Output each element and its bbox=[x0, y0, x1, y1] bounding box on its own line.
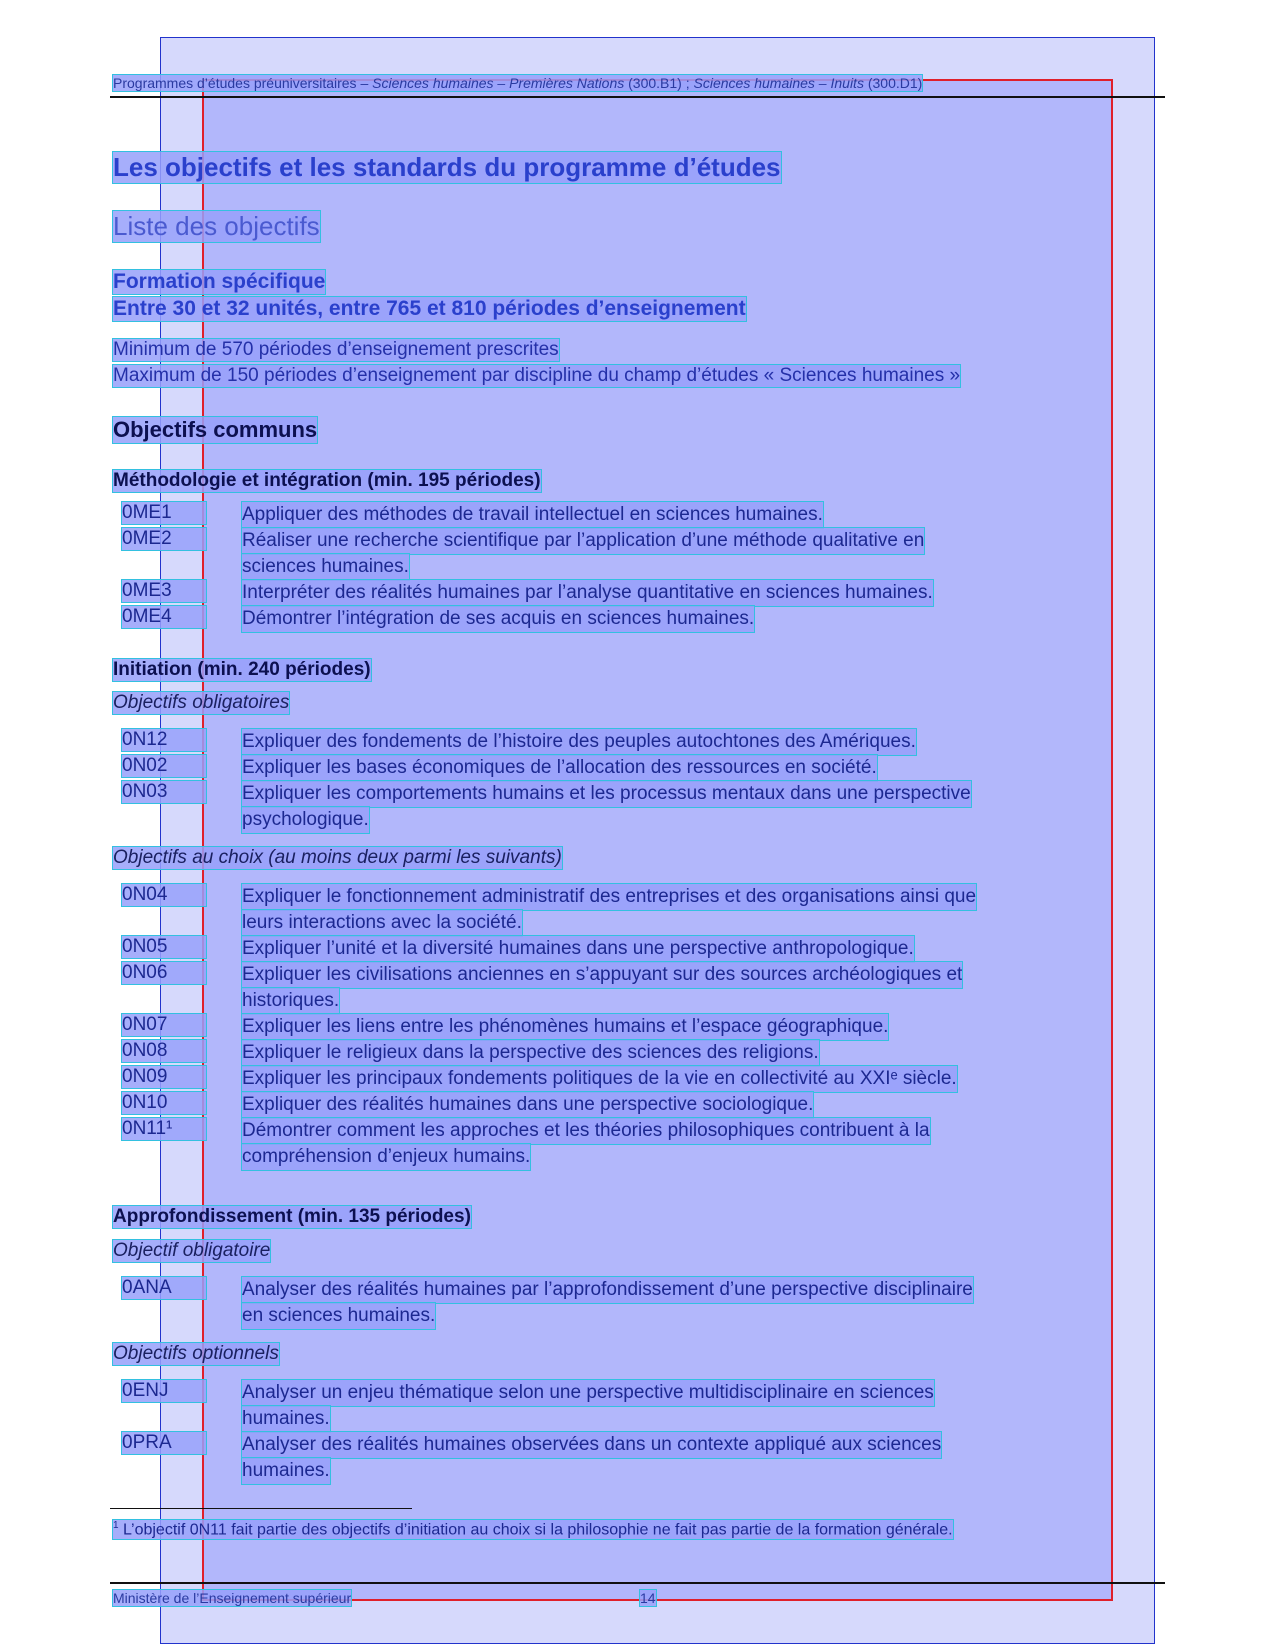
header-code-1: (300.B1) ; bbox=[624, 75, 694, 91]
objective-line: Analyser un enjeu thématique selon une perspective multidisciplinaire en sciences bbox=[242, 1380, 934, 1406]
footnote-mark: 1 bbox=[113, 1520, 119, 1531]
objective-text bbox=[242, 884, 1122, 936]
objective-line: Expliquer les bases économiques de l’allocation des ressources en société. bbox=[242, 755, 877, 781]
objective-line: Expliquer le religieux dans la perspective des sciences des religions. bbox=[242, 1040, 819, 1066]
objective-text bbox=[242, 1432, 1122, 1484]
formation-heading: Formation spécifique bbox=[113, 270, 326, 293]
objective-code: 0PRA bbox=[122, 1432, 206, 1454]
objective-code: 0N12 bbox=[122, 729, 206, 751]
objective-code: 0N05 bbox=[122, 936, 206, 958]
objective-text bbox=[242, 1277, 1122, 1329]
objective-text bbox=[242, 1380, 1122, 1432]
objective-line: humaines. bbox=[242, 1458, 330, 1484]
objective-line: Analyser des réalités humaines par l’approfondissement d’une perspective disciplinaire bbox=[242, 1277, 973, 1303]
objective-code: 0N03 bbox=[122, 781, 206, 803]
running-header bbox=[113, 75, 922, 91]
objective-text bbox=[242, 1092, 1122, 1118]
objective-text bbox=[242, 1014, 1122, 1040]
objective-line: sciences humaines. bbox=[242, 554, 409, 580]
objective-code: 0ANA bbox=[122, 1277, 206, 1299]
header-program-2: Sciences humaines – Inuits bbox=[693, 75, 864, 91]
objective-code: 0N09 bbox=[122, 1066, 206, 1088]
page-number: 14 bbox=[640, 1590, 656, 1606]
deepening-mandatory-label: Objectif obligatoire bbox=[113, 1240, 271, 1261]
formation-max: Maximum de 150 périodes d’enseignement par discipline du champ d’études « Sciences humaines » bbox=[113, 365, 961, 386]
objective-line: Appliquer des méthodes de travail intellectuel en sciences humaines. bbox=[242, 502, 823, 528]
objective-code: 0N04 bbox=[122, 884, 206, 906]
objective-code: 0ME1 bbox=[122, 502, 206, 524]
objective-text bbox=[242, 1066, 1122, 1092]
initiation-mandatory-label: Objectifs obligatoires bbox=[113, 692, 290, 713]
objective-text bbox=[242, 606, 1122, 632]
objective-code: 0N07 bbox=[122, 1014, 206, 1036]
footnote-rule bbox=[110, 1508, 412, 1509]
objective-line: Expliquer des fondements de l’histoire des peuples autochtones des Amériques. bbox=[242, 729, 916, 755]
header-program-1: Sciences humaines – Premières Nations bbox=[372, 75, 625, 91]
objective-line: Expliquer les principaux fondements politiques de la vie en collectivité au XXIᵉ siècle. bbox=[242, 1066, 957, 1092]
formation-min: Minimum de 570 périodes d’enseignement prescrites bbox=[113, 339, 559, 360]
objective-line: Expliquer l’unité et la diversité humaines dans une perspective anthropologique. bbox=[242, 936, 914, 962]
footnote bbox=[113, 1520, 953, 1539]
objective-text bbox=[242, 781, 1122, 833]
objective-line: humaines. bbox=[242, 1406, 330, 1432]
objective-code: 0ME4 bbox=[122, 606, 206, 628]
objective-line: compréhension d’enjeux humains. bbox=[242, 1144, 530, 1170]
common-heading: Objectifs communs bbox=[113, 417, 318, 442]
methodology-heading: Méthodologie et intégration (min. 195 périodes) bbox=[113, 470, 541, 491]
page-subtitle: Liste des objectifs bbox=[113, 211, 320, 241]
objective-line: Expliquer les comportements humains et les processus mentaux dans une perspective bbox=[242, 781, 971, 807]
objective-code: 0N11¹ bbox=[122, 1118, 206, 1140]
deepening-optional-label: Objectifs optionnels bbox=[113, 1343, 279, 1364]
objective-line: psychologique. bbox=[242, 807, 369, 833]
footer-ministry: Ministère de l’Enseignement supérieur bbox=[113, 1590, 352, 1606]
objective-text bbox=[242, 755, 1122, 781]
objective-text bbox=[242, 729, 1122, 755]
footer-rule bbox=[110, 1582, 1165, 1584]
objective-line: Démontrer l’intégration de ses acquis en sciences humaines. bbox=[242, 606, 754, 632]
header-rule bbox=[110, 96, 1165, 98]
objective-line: Interpréter des réalités humaines par l’analyse quantitative en sciences humaines. bbox=[242, 580, 933, 606]
objective-line: leurs interactions avec la société. bbox=[242, 910, 522, 936]
objective-line: historiques. bbox=[242, 988, 339, 1014]
objective-code: 0N10 bbox=[122, 1092, 206, 1114]
objective-line: Expliquer le fonctionnement administratif des entreprises et des organisations ainsi que bbox=[242, 884, 976, 910]
objective-code: 0ENJ bbox=[122, 1380, 206, 1402]
header-code-2: (300.D1) bbox=[863, 75, 923, 91]
objective-text bbox=[242, 502, 1122, 528]
objective-text bbox=[242, 962, 1122, 1014]
footnote-text: L’objectif 0N11 fait partie des objectifs d’initiation au choix si la philosophie ne fait pas partie de la formation générale. bbox=[118, 1521, 953, 1539]
objective-text bbox=[242, 580, 1122, 606]
objective-code: 0N06 bbox=[122, 962, 206, 984]
objective-line: Expliquer des réalités humaines dans une perspective sociologique. bbox=[242, 1092, 813, 1118]
objective-code: 0N02 bbox=[122, 755, 206, 777]
initiation-choice-label: Objectifs au choix (au moins deux parmi les suivants) bbox=[113, 847, 562, 868]
objective-code: 0N08 bbox=[122, 1040, 206, 1062]
formation-range: Entre 30 et 32 unités, entre 765 et 810 périodes d’enseignement bbox=[113, 297, 746, 320]
objective-text bbox=[242, 528, 1122, 580]
objective-text bbox=[242, 1118, 1122, 1170]
page-title: Les objectifs et les standards du programme d’études bbox=[113, 152, 781, 182]
objective-line: Expliquer les liens entre les phénomènes humains et l’espace géographique. bbox=[242, 1014, 888, 1040]
objective-text bbox=[242, 1040, 1122, 1066]
header-prefix: Programmes d’études préuniversitaires – bbox=[113, 75, 373, 91]
objective-line: Expliquer les civilisations anciennes en s’appuyant sur des sources archéologiques et bbox=[242, 962, 962, 988]
objective-line: Réaliser une recherche scientifique par l’application d’une méthode qualitative en bbox=[242, 528, 924, 554]
objective-line: Démontrer comment les approches et les théories philosophiques contribuent à la bbox=[242, 1118, 930, 1144]
objective-line: Analyser des réalités humaines observées dans un contexte appliqué aux sciences bbox=[242, 1432, 941, 1458]
objective-text bbox=[242, 936, 1122, 962]
objective-code: 0ME3 bbox=[122, 580, 206, 602]
objective-line: en sciences humaines. bbox=[242, 1303, 435, 1329]
initiation-heading: Initiation (min. 240 périodes) bbox=[113, 659, 371, 680]
deepening-heading: Approfondissement (min. 135 périodes) bbox=[113, 1206, 471, 1227]
objective-code: 0ME2 bbox=[122, 528, 206, 550]
